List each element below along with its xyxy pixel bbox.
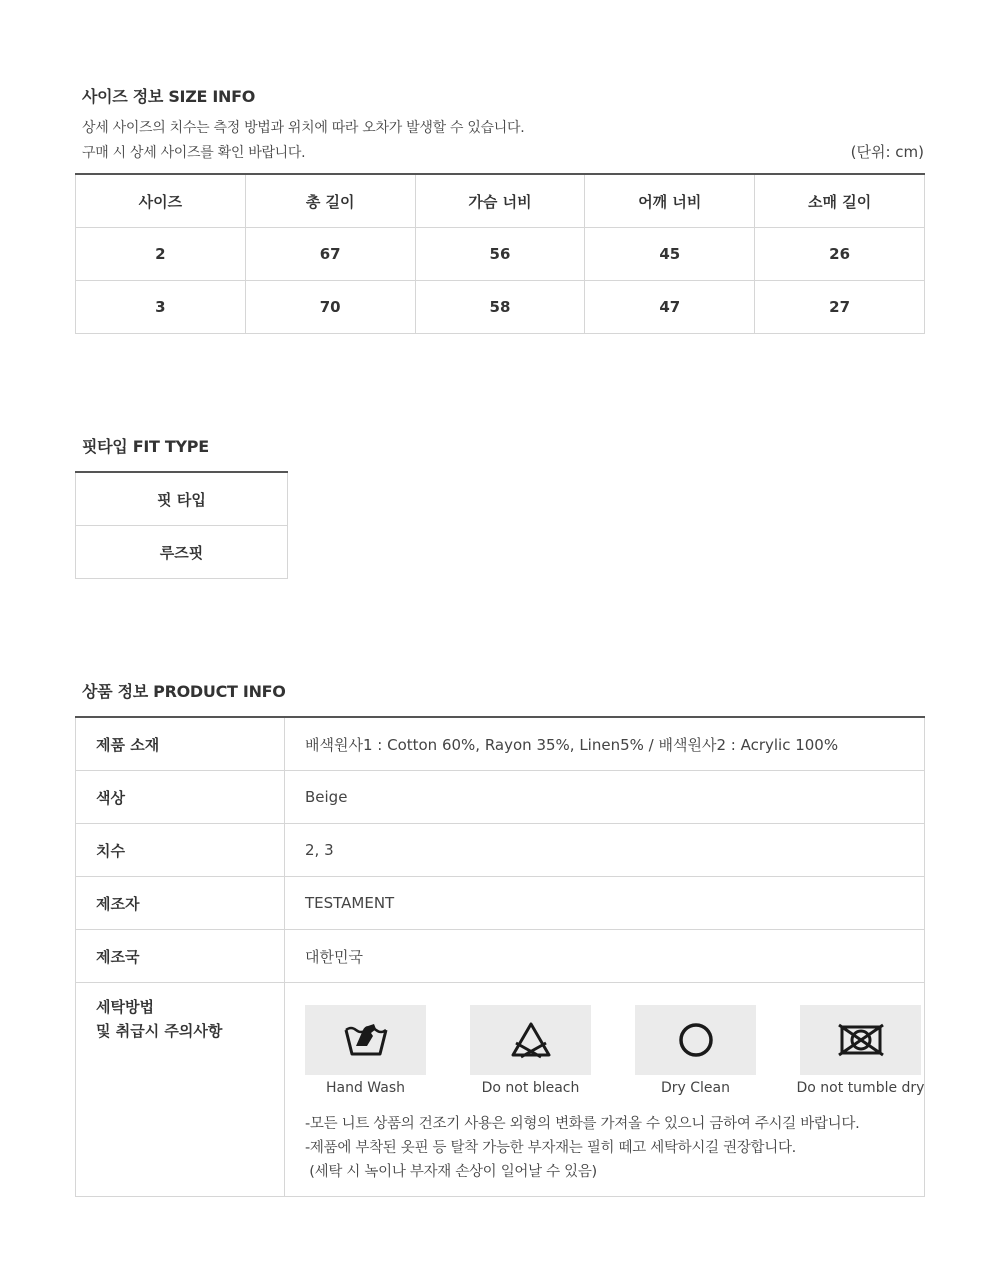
- table-cell: 56: [415, 228, 585, 281]
- size-desc-line: 상세 사이즈의 치수는 측정 방법과 위치에 따라 오차가 발생할 수 있습니다.: [82, 120, 525, 136]
- table-cell: 47: [585, 281, 755, 334]
- size-info-title: 사이즈 정보 SIZE INFO: [82, 87, 256, 106]
- table-row: [76, 526, 288, 579]
- care-label: Do not tumble dry: [796, 1080, 925, 1096]
- column-header: 사이즈: [76, 174, 246, 228]
- care-label: Do not bleach: [481, 1080, 580, 1096]
- do-not-bleach-icon: [470, 1005, 591, 1075]
- size-info-description: [82, 116, 524, 166]
- row-value-care: [285, 983, 925, 1197]
- care-note: -제품에 부착된 옷핀 등 탈착 가능한 부자재는 필히 떼고 세탁하시길 권장합니다.: [305, 1140, 796, 1156]
- table-cell: 3: [76, 281, 246, 334]
- table-row: [76, 228, 925, 281]
- hand-wash-icon: [305, 1005, 426, 1075]
- care-note: (세탁 시 녹이나 부자재 손상이 일어날 수 있음): [305, 1164, 597, 1180]
- table-header-row: [76, 174, 925, 228]
- table-cell: 2: [76, 228, 246, 281]
- table-cell: 67: [245, 228, 415, 281]
- row-value-color: Beige: [285, 771, 925, 824]
- do-not-tumble-dry-icon: [800, 1005, 921, 1075]
- table-cell: 26: [755, 228, 925, 281]
- row-value-manufacturer: TESTAMENT: [285, 877, 925, 930]
- row-label-manufacturer: 제조자: [76, 877, 285, 930]
- care-item: [796, 1005, 925, 1096]
- product-info-title: 상품 정보 PRODUCT INFO: [82, 682, 286, 701]
- fit-type-title: 핏타입 FIT TYPE: [82, 437, 209, 456]
- fit-type-table: [75, 471, 288, 579]
- row-label-care: [76, 983, 285, 1197]
- size-desc-line: 구매 시 상세 사이즈를 확인 바랍니다.: [82, 145, 306, 161]
- size-table: [75, 173, 925, 334]
- dry-clean-icon: [635, 1005, 756, 1075]
- column-header: 가슴 너비: [415, 174, 585, 228]
- row-label-size: 치수: [76, 824, 285, 877]
- row-value-country: 대한민국: [285, 930, 925, 983]
- column-header: 소매 길이: [755, 174, 925, 228]
- column-header: 총 길이: [245, 174, 415, 228]
- table-row: [76, 824, 925, 877]
- table-cell: 70: [245, 281, 415, 334]
- table-cell: 45: [585, 228, 755, 281]
- table-row: [76, 930, 925, 983]
- care-item: [305, 1005, 426, 1096]
- table-row: [76, 877, 925, 930]
- care-note: -모든 니트 상품의 건조기 사용은 외형의 변화를 가져올 수 있으니 금하여 주시길 바랍니다.: [305, 1116, 860, 1132]
- care-label-line: 및 취급시 주의사항: [96, 1022, 223, 1040]
- row-label-country: 제조국: [76, 930, 285, 983]
- care-item: [470, 1005, 591, 1096]
- care-notes: [305, 1112, 924, 1184]
- table-cell: 27: [755, 281, 925, 334]
- column-header: 어깨 너비: [585, 174, 755, 228]
- care-icons: [305, 1005, 924, 1096]
- care-label: Dry Clean: [660, 1080, 730, 1096]
- table-row-care: [76, 983, 925, 1197]
- table-row: [76, 771, 925, 824]
- row-label-material: 제품 소재: [76, 717, 285, 771]
- row-value-material: 배색원사1 : Cotton 60%, Rayon 35%, Linen5% / 배색원사2 : Acrylic 100%: [285, 717, 925, 771]
- table-row: [76, 281, 925, 334]
- fit-type-value: 루즈핏: [76, 526, 288, 579]
- fit-type-header: 핏 타입: [76, 472, 288, 526]
- table-cell: 58: [415, 281, 585, 334]
- row-value-size: 2, 3: [285, 824, 925, 877]
- row-label-color: 색상: [76, 771, 285, 824]
- care-item: [635, 1005, 756, 1096]
- unit-label: (단위: cm): [850, 143, 924, 161]
- care-label-line: 세탁방법: [96, 998, 154, 1016]
- table-row: [76, 717, 925, 771]
- table-row: [76, 472, 288, 526]
- product-info-table: [75, 716, 925, 1197]
- care-label: Hand Wash: [325, 1080, 405, 1096]
